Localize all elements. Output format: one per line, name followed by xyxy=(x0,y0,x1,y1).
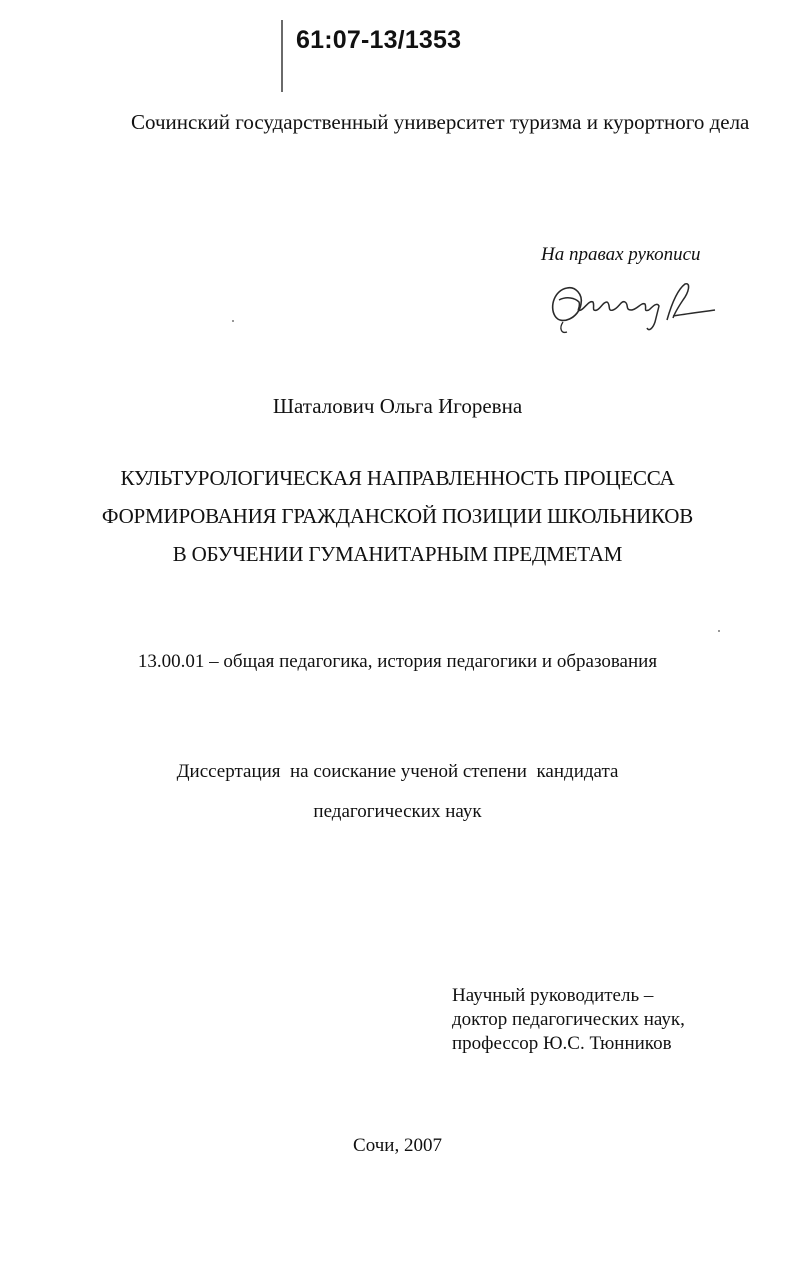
author-name: Шаталович Ольга Игоревна xyxy=(272,394,523,418)
title-line: КУЛЬТУРОЛОГИЧЕСКАЯ НАПРАВЛЕННОСТЬ ПРОЦЕССА xyxy=(120,466,675,490)
university-header: Сочинский государственный университет туризма и курортного дела xyxy=(131,110,750,134)
scan-speck xyxy=(232,320,234,322)
supervisor-block xyxy=(452,984,685,1056)
scan-speck xyxy=(718,630,720,632)
degree-line: педагогических наук xyxy=(313,801,482,822)
supervisor-line: Научный руководитель – xyxy=(452,985,654,1006)
degree-line: Диссертация на соискание ученой степени кандидата xyxy=(176,761,619,782)
specialty-code: 13.00.01 – общая педагогика, история педагогики и образования xyxy=(137,651,658,672)
title-line: ФОРМИРОВАНИЯ ГРАЖДАНСКОЙ ПОЗИЦИИ ШКОЛЬНИКОВ xyxy=(101,504,694,528)
supervisor-line: профессор Ю.С. Тюнников xyxy=(452,1033,672,1054)
degree-statement xyxy=(0,752,795,832)
place-year: Сочи, 2007 xyxy=(353,1135,442,1156)
manuscript-note: На правах рукописи xyxy=(541,244,701,265)
dissertation-title xyxy=(0,459,795,573)
supervisor-line: доктор педагогических наук, xyxy=(452,1009,685,1030)
author-signature xyxy=(545,276,725,340)
archive-number: 61:07-13/1353 xyxy=(296,26,462,54)
stamp-divider xyxy=(281,20,283,92)
title-line: В ОБУЧЕНИИ ГУМАНИТАРНЫМ ПРЕДМЕТАМ xyxy=(172,542,623,566)
